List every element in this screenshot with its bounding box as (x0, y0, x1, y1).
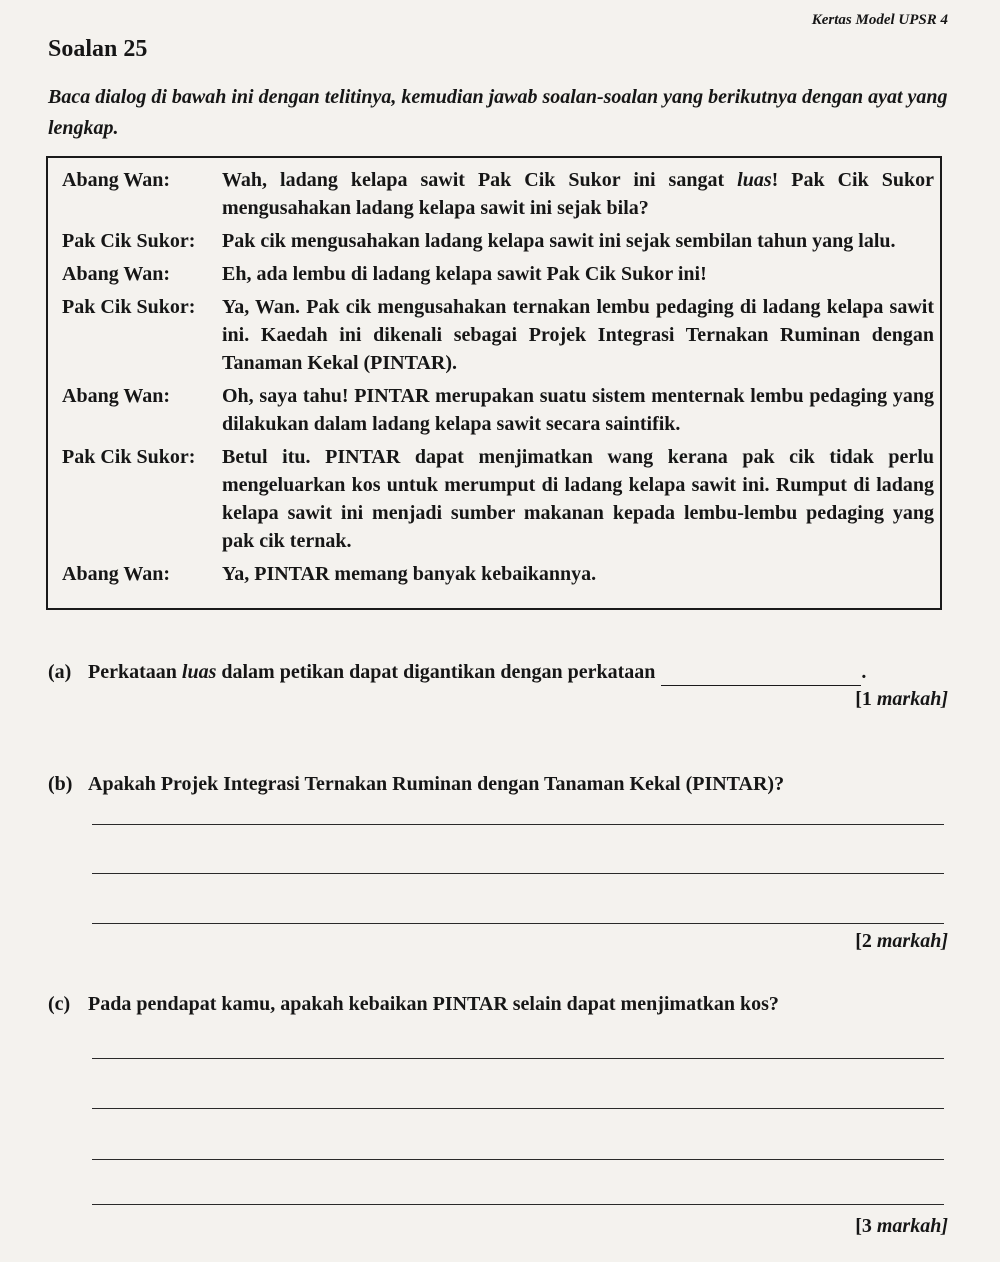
dialog-turn (62, 443, 934, 555)
answer-line-c2[interactable] (92, 1108, 944, 1109)
speaker-name: Abang Wan: (62, 385, 171, 407)
question-label: (c) (48, 993, 71, 1015)
answer-line-c3[interactable] (92, 1159, 944, 1160)
speaker-name: Pak Cik Sukor: (62, 296, 196, 318)
answer-line-c4[interactable] (92, 1204, 944, 1205)
page-title: Soalan 25 (48, 36, 148, 62)
dialog-turn (62, 560, 934, 588)
header-note: Kertas Model UPSR 4 (811, 12, 948, 28)
marks-a (855, 688, 948, 711)
marks-num: [3 (855, 1215, 872, 1237)
marks-num: [2 (855, 930, 872, 952)
dialog-line: Ya, PINTAR memang banyak kebaikannya. (222, 563, 597, 585)
question-text: Perkataan luas dalam petikan dapat digantikan dengan perkataan (88, 661, 656, 683)
question-end: . (861, 661, 867, 683)
speaker-name: Abang Wan: (62, 263, 171, 285)
marks-word: markah] (876, 1215, 948, 1237)
speaker-name: Pak Cik Sukor: (62, 230, 196, 252)
dialog-line: Wah, ladang kelapa sawit Pak Cik Sukor ini sangat luas! Pak Cik Sukor mengusahakan ladang kelapa sawit ini sejak bila? (222, 169, 934, 219)
speaker-name: Pak Cik Sukor: (62, 446, 196, 468)
dialog-box (46, 156, 942, 610)
dialog-line: Betul itu. PINTAR dapat menjimatkan wang kerana pak cik tidak perlu mengeluarkan kos untuk merumput di ladang kelapa sawit ini. Rumput di ladang kelapa sawit ini menjadi sumber makanan kepada lembu-lembu pedaging yang pak cik ternak. (222, 446, 934, 552)
dialog-line: Pak cik mengusahakan ladang kelapa sawit ini sejak sembilan tahun yang lalu. (222, 230, 896, 252)
answer-blank-a[interactable] (661, 663, 861, 686)
question-text: Apakah Projek Integrasi Ternakan Ruminan dengan Tanaman Kekal (PINTAR)? (88, 773, 785, 795)
dialog-turn (62, 382, 934, 438)
dialog-turn (62, 260, 934, 288)
dialog-line: Eh, ada lembu di ladang kelapa sawit Pak Cik Sukor ini! (222, 263, 707, 285)
answer-line-c1[interactable] (92, 1058, 944, 1059)
question-c (48, 990, 779, 1018)
marks-b (855, 930, 948, 953)
question-text: Pada pendapat kamu, apakah kebaikan PINTAR selain dapat menjimatkan kos? (88, 993, 779, 1015)
question-a (48, 658, 866, 686)
marks-num: [1 (855, 688, 872, 710)
dialog-turn (62, 293, 934, 377)
dialog-line: Oh, saya tahu! PINTAR merupakan suatu sistem menternak lembu pedaging yang dilakukan dalam ladang kelapa sawit secara saintifik. (222, 385, 934, 435)
speaker-name: Abang Wan: (62, 169, 171, 191)
question-label: (a) (48, 661, 72, 683)
marks-word: markah] (876, 688, 948, 710)
question-label: (b) (48, 773, 73, 795)
question-b (48, 770, 784, 798)
dialog-line: Ya, Wan. Pak cik mengusahakan ternakan lembu pedaging di ladang kelapa sawit ini. Kaedah ini dikenali sebagai Projek Integrasi Ternakan Ruminan dengan Tanaman Kekal (PINTAR). (222, 296, 934, 374)
marks-word: markah] (876, 930, 948, 952)
dialog-turn (62, 166, 934, 222)
answer-line-b3[interactable] (92, 923, 944, 924)
dialog-turn (62, 227, 934, 255)
speaker-name: Abang Wan: (62, 563, 171, 585)
answer-line-b2[interactable] (92, 873, 944, 874)
marks-c (855, 1215, 948, 1238)
instruction-text: Baca dialog di bawah ini dengan telitinya, kemudian jawab soalan-soalan yang berikutnya dengan ayat yang lengkap. (48, 86, 948, 139)
answer-line-b1[interactable] (92, 824, 944, 825)
